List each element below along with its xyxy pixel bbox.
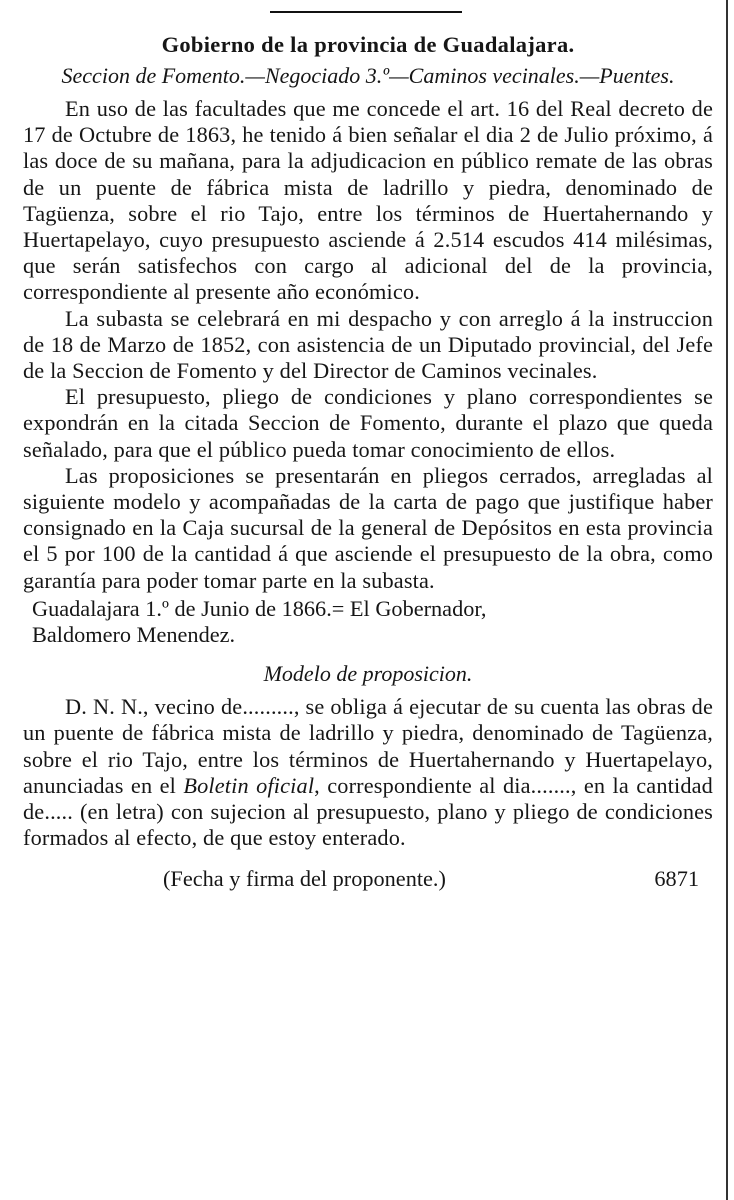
model-text-italic: Boletin oficial xyxy=(183,772,315,798)
paragraph-3: El presupuesto, pliego de condiciones y plano correspondientes se expondrán en la citada Seccion de Fomento, durante el plazo que queda señalado, para que el público pueda tomar conocimiento de ellos. xyxy=(23,384,713,462)
notice-subheading: Seccion de Fomento.—Negociado 3.º—Caminos vecinales.—Puentes. xyxy=(61,63,675,88)
notice xyxy=(23,28,713,893)
column-rule xyxy=(726,0,728,1200)
paragraph-1: En uso de las facultades que me concede el art. 16 del Real decreto de 17 de Octubre de 1863, he tenido á bien señalar el dia 2 de Julio próximo, á las doce de su mañana, para la adjudicacion en público remate de las obras de un puente de fábrica mista de ladrillo y piedra, denominado de Tagüenza, sobre el rio Tajo, entre los términos de Huertahernando y Huertapelayo, cuyo presupuesto asciende á 2.514 escudos 414 milésimas, que serán satisfechos con cargo al adicional del de la provincia, correspondiente al presente año económico. xyxy=(23,96,713,305)
signer-name: Baldomero Menendez. xyxy=(32,622,236,648)
top-rule xyxy=(270,11,462,13)
paragraph-2: La subasta se celebrará en mi despacho y con arreglo á la instruccion de 18 de Marzo de 1852, con asistencia de un Diputado provincial, del Jefe de la Seccion de Fomento y del Director de Caminos vecinales. xyxy=(23,305,713,384)
notice-heading: Gobierno de la provincia de Guadalajara. xyxy=(161,32,575,57)
model-text xyxy=(23,694,713,851)
ad-number: 6871 xyxy=(654,866,699,892)
model-text-part-1: D. N. N., vecino de........., se obliga á ejecutar de su cuenta las obras de un puente de fábrica mista de ladrillo y piedra, denominado de Tagüenza, sobre el rio Tajo, entre los términos de Huertahernando y Huertapelayo, anunciadas en el xyxy=(23,694,713,798)
model-text-part-2: , correspondiente al dia......., en la cantidad de..... (en letra) con sujecion al presupuesto, plano y pliego de condiciones formados al efecto, de que estoy enterado. xyxy=(23,772,713,851)
closing-line xyxy=(23,865,713,893)
closing-note: (Fecha y firma del proponente.) xyxy=(163,866,446,892)
model-title: Modelo de proposicion. xyxy=(263,661,473,687)
signature-block xyxy=(23,596,713,648)
date-line: Guadalajara 1.º de Junio de 1866.= El Gobernador, xyxy=(32,595,487,621)
paragraph-4: Las proposiciones se presentarán en pliegos cerrados, arregladas al siguiente modelo y acompañadas de la carta de pago que justifique haber consignado en la Caja sucursal de la general de Depósitos en esta provincia el 5 por 100 de la cantidad á que asciende el presupuesto de la obra, como garantía para poder tomar parte en la subasta. xyxy=(23,462,713,593)
